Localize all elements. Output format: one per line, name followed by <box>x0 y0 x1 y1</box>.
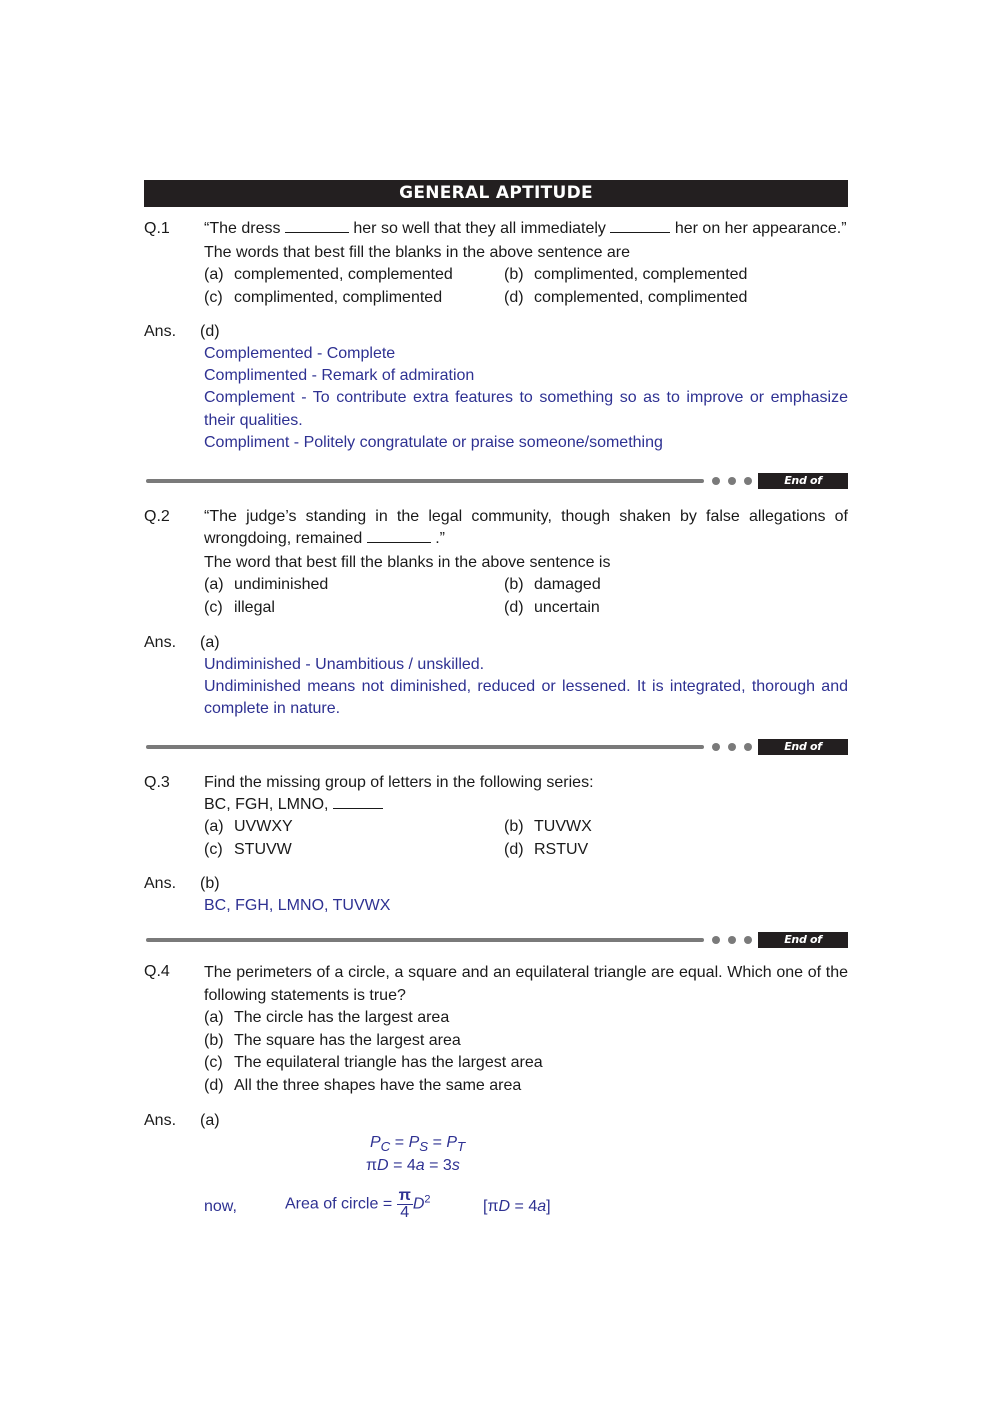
question-instruction: The words that best fill the blanks in the above sentence are <box>204 244 631 261</box>
answer-label: Ans. <box>144 323 177 340</box>
dot-icon <box>728 477 736 485</box>
options-list <box>204 816 848 861</box>
option-b[interactable]: (b) complimented, complemented <box>504 266 748 283</box>
answer-value: (b) <box>200 875 220 892</box>
solution-text: BC, FGH, LMNO, TUVWX <box>204 897 391 914</box>
question-stem: Find the missing group of letters in the following series: <box>204 774 594 791</box>
option-d[interactable]: (d) RSTUV <box>504 840 589 858</box>
blank-line <box>285 218 349 233</box>
answer-4 <box>144 1110 848 1132</box>
option-c[interactable]: (c) illegal <box>204 598 275 616</box>
section-title: GENERAL APTITUDE <box>144 180 848 207</box>
answer-value: (a) <box>200 634 220 651</box>
end-of-solution-tag: End of Solution <box>758 739 848 755</box>
answer-value: (d) <box>200 323 220 340</box>
answer-1 <box>144 321 848 454</box>
solution-text: Undiminished - Unambitious / unskilled. Undiminished means not diminished, reduced or lessened. It is integrated, thorough and complete in nature. <box>204 656 848 718</box>
blank-line <box>610 218 670 233</box>
divider <box>146 745 704 749</box>
question-2 <box>144 506 848 619</box>
option-a[interactable]: (a) complemented, complemented <box>204 266 453 283</box>
end-of-solution-bar <box>144 932 848 962</box>
option-b[interactable]: (b) The square has the largest area <box>204 1031 461 1049</box>
dot-icon <box>712 477 720 485</box>
option-c[interactable]: (c) The equilateral triangle has the largest area <box>204 1054 543 1072</box>
end-of-solution-bar <box>144 473 848 503</box>
dot-icon <box>712 743 720 751</box>
end-of-solution-tag: End of Solution <box>758 473 848 489</box>
option-a[interactable]: (a) UVWXY <box>204 818 293 835</box>
option-a[interactable]: (a) The circle has the largest area <box>204 1009 450 1026</box>
options-list <box>204 574 848 619</box>
answer-label: Ans. <box>144 875 177 892</box>
bracket-note: [πD = 4a] <box>483 1198 551 1215</box>
options-list <box>204 264 848 309</box>
question-instruction: The word that best fill the blanks in the above sentence is <box>204 554 611 571</box>
option-b[interactable]: (b) damaged <box>504 576 601 593</box>
option-d[interactable]: (d) uncertain <box>504 598 600 616</box>
end-of-solution-tag: End of Solution <box>758 932 848 948</box>
now-label: now, <box>204 1198 237 1215</box>
dot-icon <box>712 936 720 944</box>
letter-series: BC, FGH, LMNO, <box>204 794 848 816</box>
answer-label: Ans. <box>144 634 177 651</box>
question-number: Q.1 <box>144 220 170 237</box>
question-1 <box>144 218 848 309</box>
blank-line <box>333 794 383 809</box>
answer-label: Ans. <box>144 1112 177 1129</box>
blank-line <box>367 528 431 543</box>
answer-2 <box>144 632 848 721</box>
equation-relation: πD = 4a = 3s <box>366 1157 460 1174</box>
dot-icon <box>728 743 736 751</box>
divider <box>146 938 704 942</box>
option-c[interactable]: (c) STUVW <box>204 840 292 858</box>
divider <box>146 479 704 483</box>
question-number: Q.3 <box>144 774 170 791</box>
dot-icon <box>744 936 752 944</box>
option-d[interactable]: (d) All the three shapes have the same area <box>204 1077 522 1095</box>
equation-perimeters: $P_C = P_S = P_T$ <box>370 1134 466 1155</box>
fraction: $\frac{\pi}{4}$ <box>398 1187 411 1221</box>
option-b[interactable]: (b) TUVWX <box>504 818 592 835</box>
question-stem: “The dress her so well that they all immediately her on her appearance.” <box>204 220 847 237</box>
answer-value: (a) <box>200 1112 220 1129</box>
equation-area: Area of circle = $\frac{\pi}{4}$ $D^2$ <box>285 1187 431 1221</box>
question-4 <box>144 961 848 1098</box>
question-3 <box>144 772 848 861</box>
question-stem: “The judge’s standing in the legal community, though shaken by false allegations of wrongdoing, remained .” <box>204 508 848 547</box>
option-d[interactable]: (d) complemented, complimented <box>504 288 748 306</box>
question-number: Q.4 <box>144 963 170 980</box>
answer-3 <box>144 873 848 917</box>
dot-icon <box>744 477 752 485</box>
question-number: Q.2 <box>144 508 170 525</box>
option-c[interactable]: (c) complimented, complimented <box>204 288 443 306</box>
option-a[interactable]: (a) undiminished <box>204 576 329 593</box>
question-stem: The perimeters of a circle, a square and an equilateral triangle are equal. Which one of the following statements is true? <box>204 964 848 1004</box>
solution-text: Complemented - Complete Complimented - Remark of admiration Complement - To contribute extra features to something so as to improve or emphasize their qualities. Compliment - Politely congratulate or praise someone/something <box>204 345 848 451</box>
dot-icon <box>744 743 752 751</box>
end-of-solution-bar <box>144 739 848 769</box>
dot-icon <box>728 936 736 944</box>
options-list <box>204 1007 848 1098</box>
